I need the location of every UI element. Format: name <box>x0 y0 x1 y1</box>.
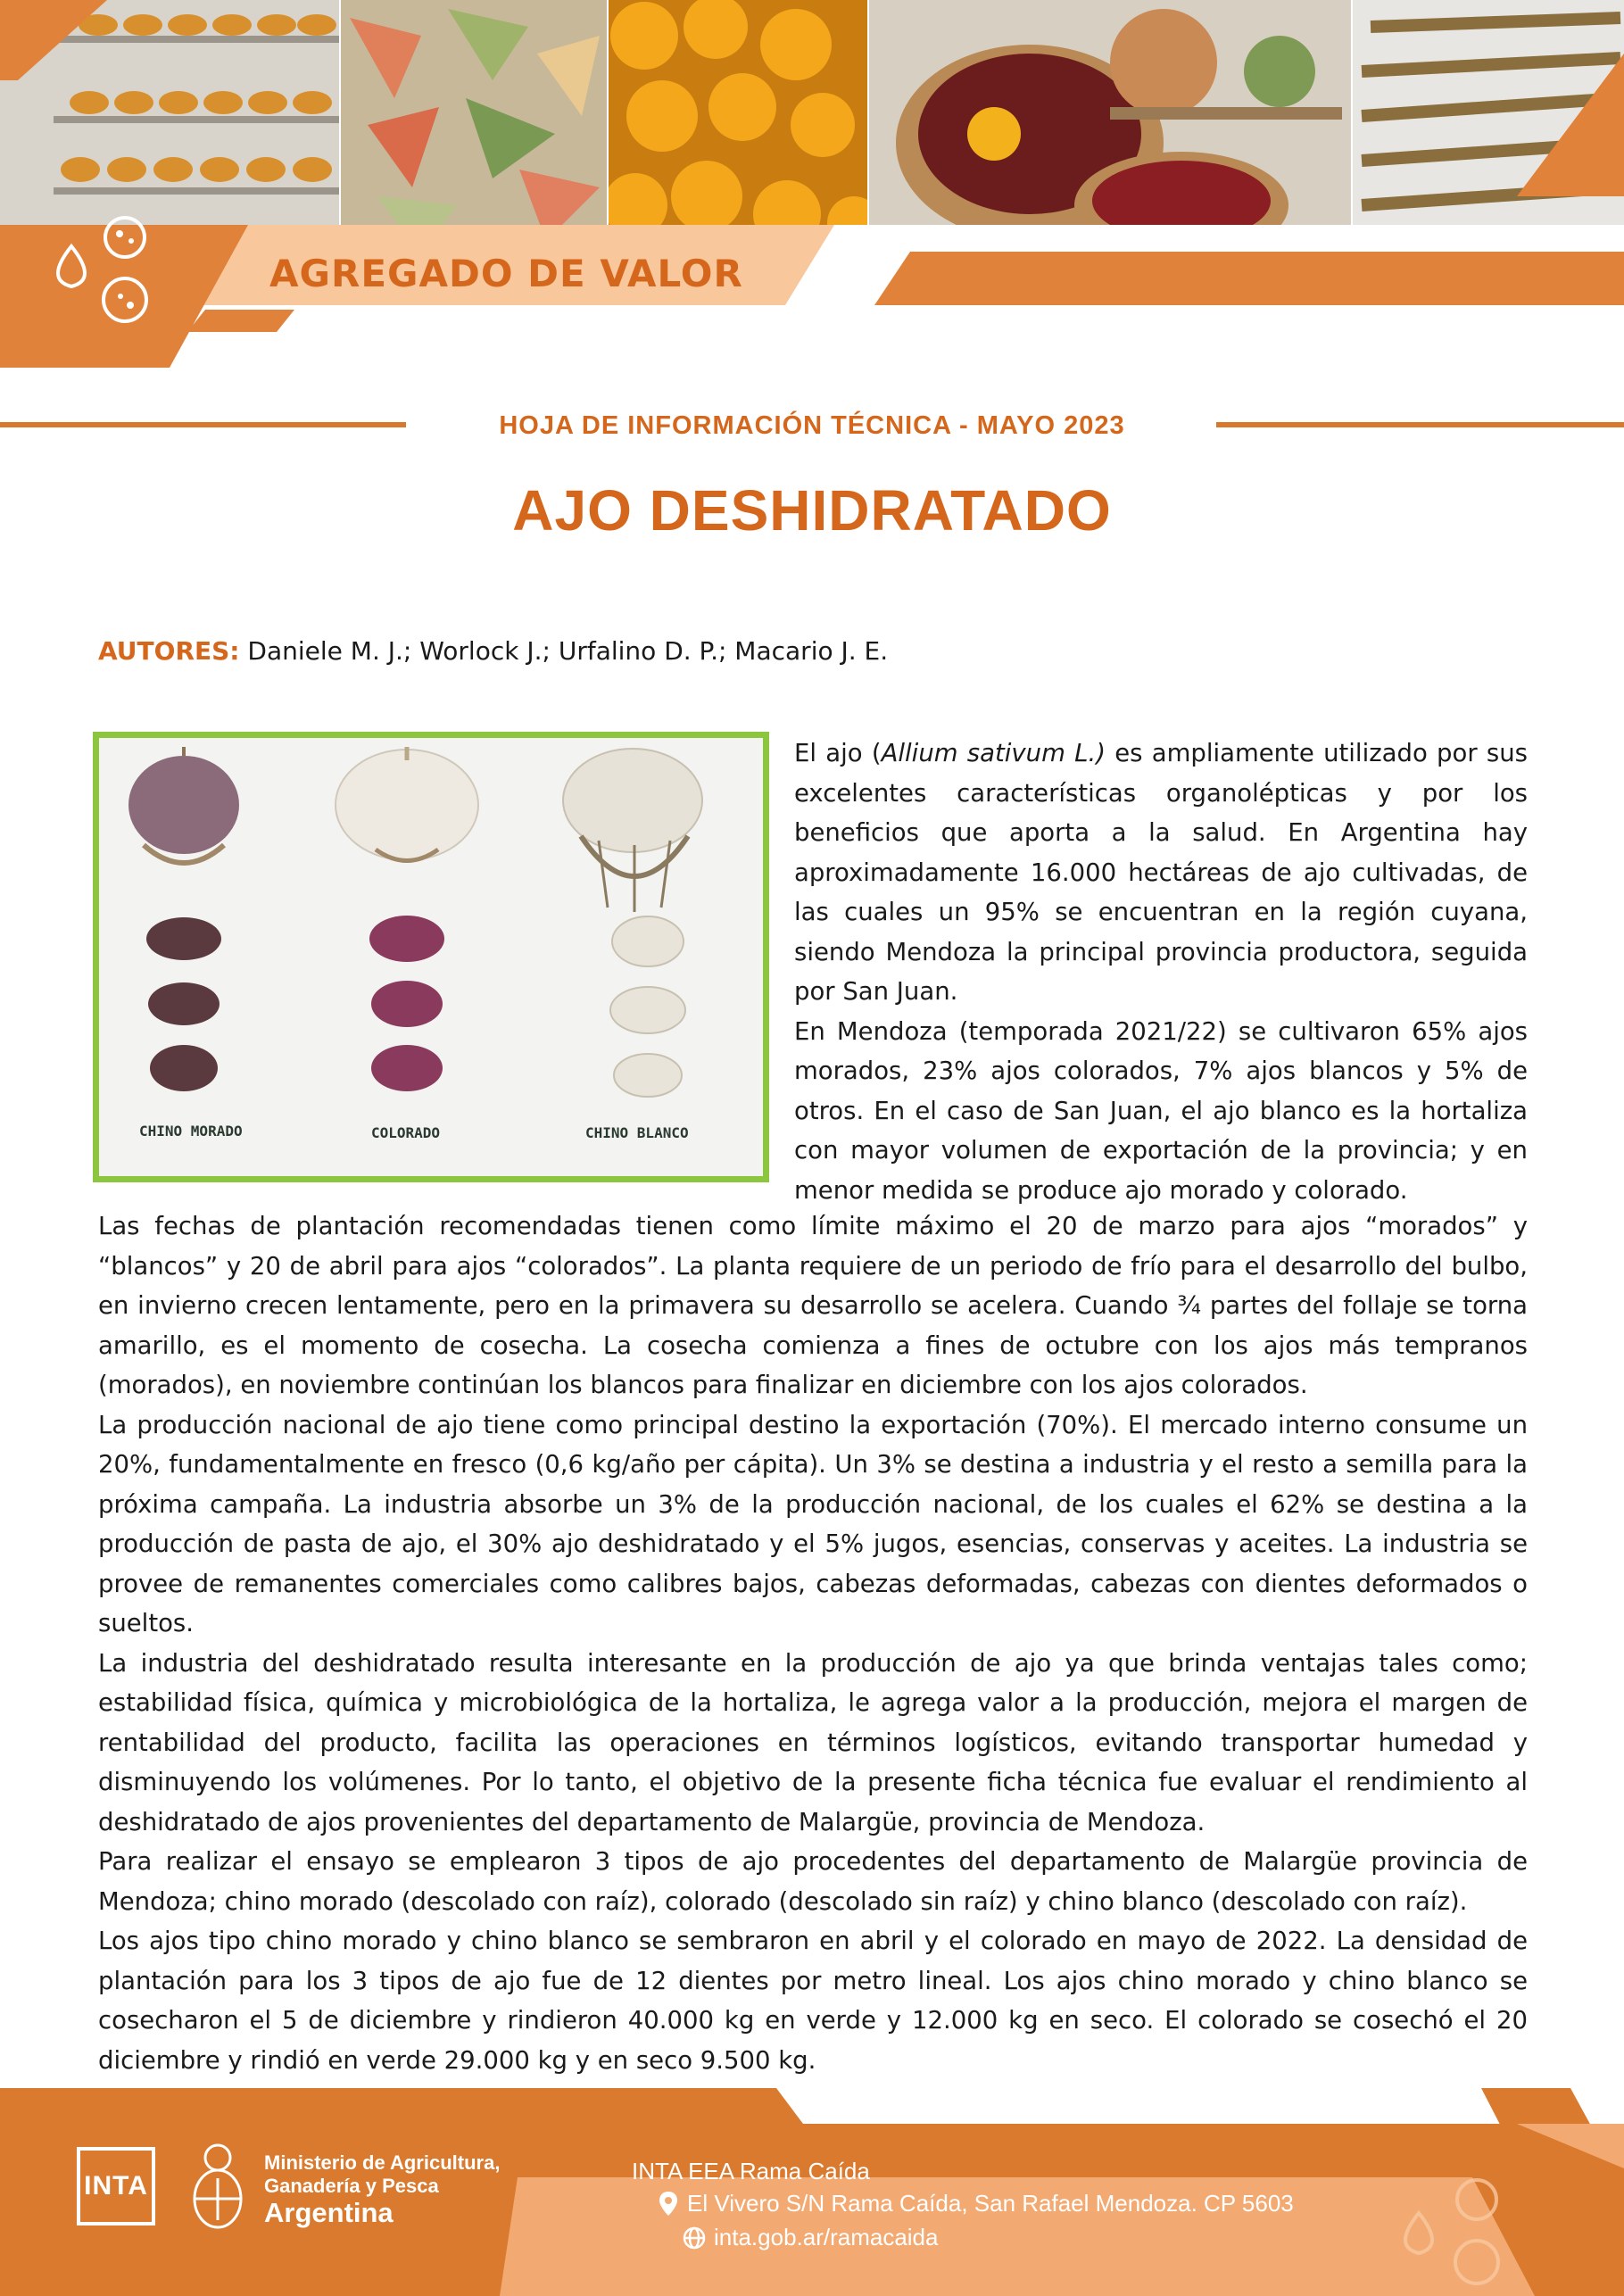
argentina-coat-of-arms-icon <box>184 2138 252 2236</box>
inta-logo: INTA <box>77 2147 155 2226</box>
photo-label-chino-morado: CHINO MORADO <box>139 1123 243 1140</box>
photo-label-colorado: COLORADO <box>371 1124 441 1141</box>
scientific-name: Allium sativum L.) <box>881 739 1106 767</box>
intro-paragraph-2: En Mendoza (temporada 2021/22) se cultivaron 65% ajos morados, 23% ajos colorados, 7% ajos blancos y 5% de otros. En el caso de San Juan, el ajo blanco es la hortaliza con mayor volumen de exportación de la provincia; y en menor medida se produce ajo morado y colorado. <box>794 1016 1528 1205</box>
body-paragraph-1: Las fechas de plantación recomendadas tienen como límite máximo el 20 de marzo para ajos “morados” y “blancos” y 20 de abril para ajos “colorados”. La planta requiere de un periodo de frío para el desarrollo del bulbo, en invierno crecen lentamente, pero en la primavera su desarrollo se acelera. Cuando ¾ partes del follaje se torna amarillo, es el momento de cosecha. La cosecha comienza a fines de octubre con los ajos más tempranos (morados), en noviembre continúan los blancos para finalizar en diciembre con los ajos colorados. <box>98 1212 1528 1399</box>
document-title: AJO DESHIDRATADO <box>512 478 1112 543</box>
location-pin-icon <box>659 2191 678 2217</box>
station-address: El Vivero S/N Rama Caída, San Rafael Mendoza. CP 5603 <box>687 2190 1294 2217</box>
station-name: INTA EEA Rama Caída <box>632 2158 870 2184</box>
ministry-line-2: Ganadería y Pesca <box>264 2175 439 2197</box>
photo-label-chino-blanco: CHINO BLANCO <box>585 1124 689 1141</box>
intro-column <box>794 734 1528 1210</box>
header-orange-band <box>0 225 1624 368</box>
header-corner-accent <box>1446 0 1624 196</box>
globe-icon <box>682 2226 707 2250</box>
body-paragraph-2: La producción nacional de ajo tiene como principal destino la exportación (70%). El mercado interno consume un 20%, fundamentalmente en fresco (0,6 kg/año per cápita). Un 3% se destina a industria y el resto a semilla para la próxima campaña. La industria absorbe un 3% de la producción nacional, de los cuales el 62% se destina a la producción de pasta de ajo, el 30% ajo deshidratado y el 5% jugos, esencias, conservas y aceites. La industria se provee de remanentes comerciales como calibres bajos, cabezas deformadas, cabezas con dientes deformados o sueltos. <box>98 1410 1528 1637</box>
drops-icon <box>45 211 161 336</box>
body-column <box>98 1206 1528 2080</box>
intro-text-post: es ampliamente utilizado por sus excelentes características organolépticas y por los beneficios que aporta a la salud. En Argentina hay aproximadamente 16.000 hectáreas de ajo cultivadas, de las cuales un 95% se encuentran en la región cuyana, siendo Mendoza la principal provincia productora, seguida por San Juan. <box>794 739 1528 1006</box>
left-rule <box>0 422 406 427</box>
header-top-left-accent <box>0 0 107 80</box>
header-photo-dried-fruits <box>869 0 1351 259</box>
intro-paragraph-1 <box>794 734 1528 1012</box>
right-rule <box>1216 422 1624 427</box>
section-title: AGREGADO DE VALOR <box>269 252 743 295</box>
header-photo-peaches <box>609 0 867 259</box>
header-banner <box>0 0 1624 375</box>
body-paragraph-3: La industria del deshidratado resulta interesante en la producción de ajo ya que brinda ventajas tales como; estabilidad física, química y microbiológica de la hortaliza, le agrega valor a la producción, mejora el margen de rentabilidad del producto, facilita las operaciones en términos logísticos, evitando transportar humedad y disminuyendo los volúmenes. Por lo tanto, el objetivo de la presente ficha técnica fue evaluar el rendimiento al deshidratado de ajos provenientes del departamento de Malargüe, provincia de Mendoza. <box>98 1648 1528 1836</box>
authors-line <box>98 636 888 666</box>
intro-text-pre: El ajo ( <box>794 739 882 767</box>
header-photo-vegetables <box>341 0 607 259</box>
ministry-line-1: Ministerio de Agricultura, <box>264 2151 501 2174</box>
document-subheading: HOJA DE INFORMACIÓN TÉCNICA - MAYO 2023 <box>499 411 1125 440</box>
authors-names: Daniele M. J.; Worlock J.; Urfalino D. P.; Macario J. E. <box>247 636 889 666</box>
garlic-photo <box>93 732 769 1182</box>
station-website: inta.gob.ar/ramacaida <box>714 2224 939 2250</box>
ministry-country: Argentina <box>264 2197 394 2228</box>
footer-drops-icon <box>1392 2168 1517 2293</box>
body-paragraph-4: Para realizar el ensayo se emplearon 3 tipos de ajo procedentes del departamento de Malargüe provincia de Mendoza; chino morado (descolado con raíz), colorado (descolado sin raíz) y chino blanco (descolado con raíz). <box>98 1847 1528 1916</box>
body-paragraph-5: Los ajos tipo chino morado y chino blanco se sembraron en abril y el colorado en mayo de 2022. La densidad de plantación para los 3 tipos de ajo fue de 12 dientes por metro lineal. Los ajos chino morado y chino blanco se cosecharon el 5 de diciembre y rindieron 40.000 kg en verde y 12.000 kg en seco. El colorado se cosechó el 20 diciembre y rindió en verde 29.000 kg y en seco 9.500 kg. <box>98 1927 1528 2075</box>
authors-label: AUTORES: <box>98 636 240 666</box>
